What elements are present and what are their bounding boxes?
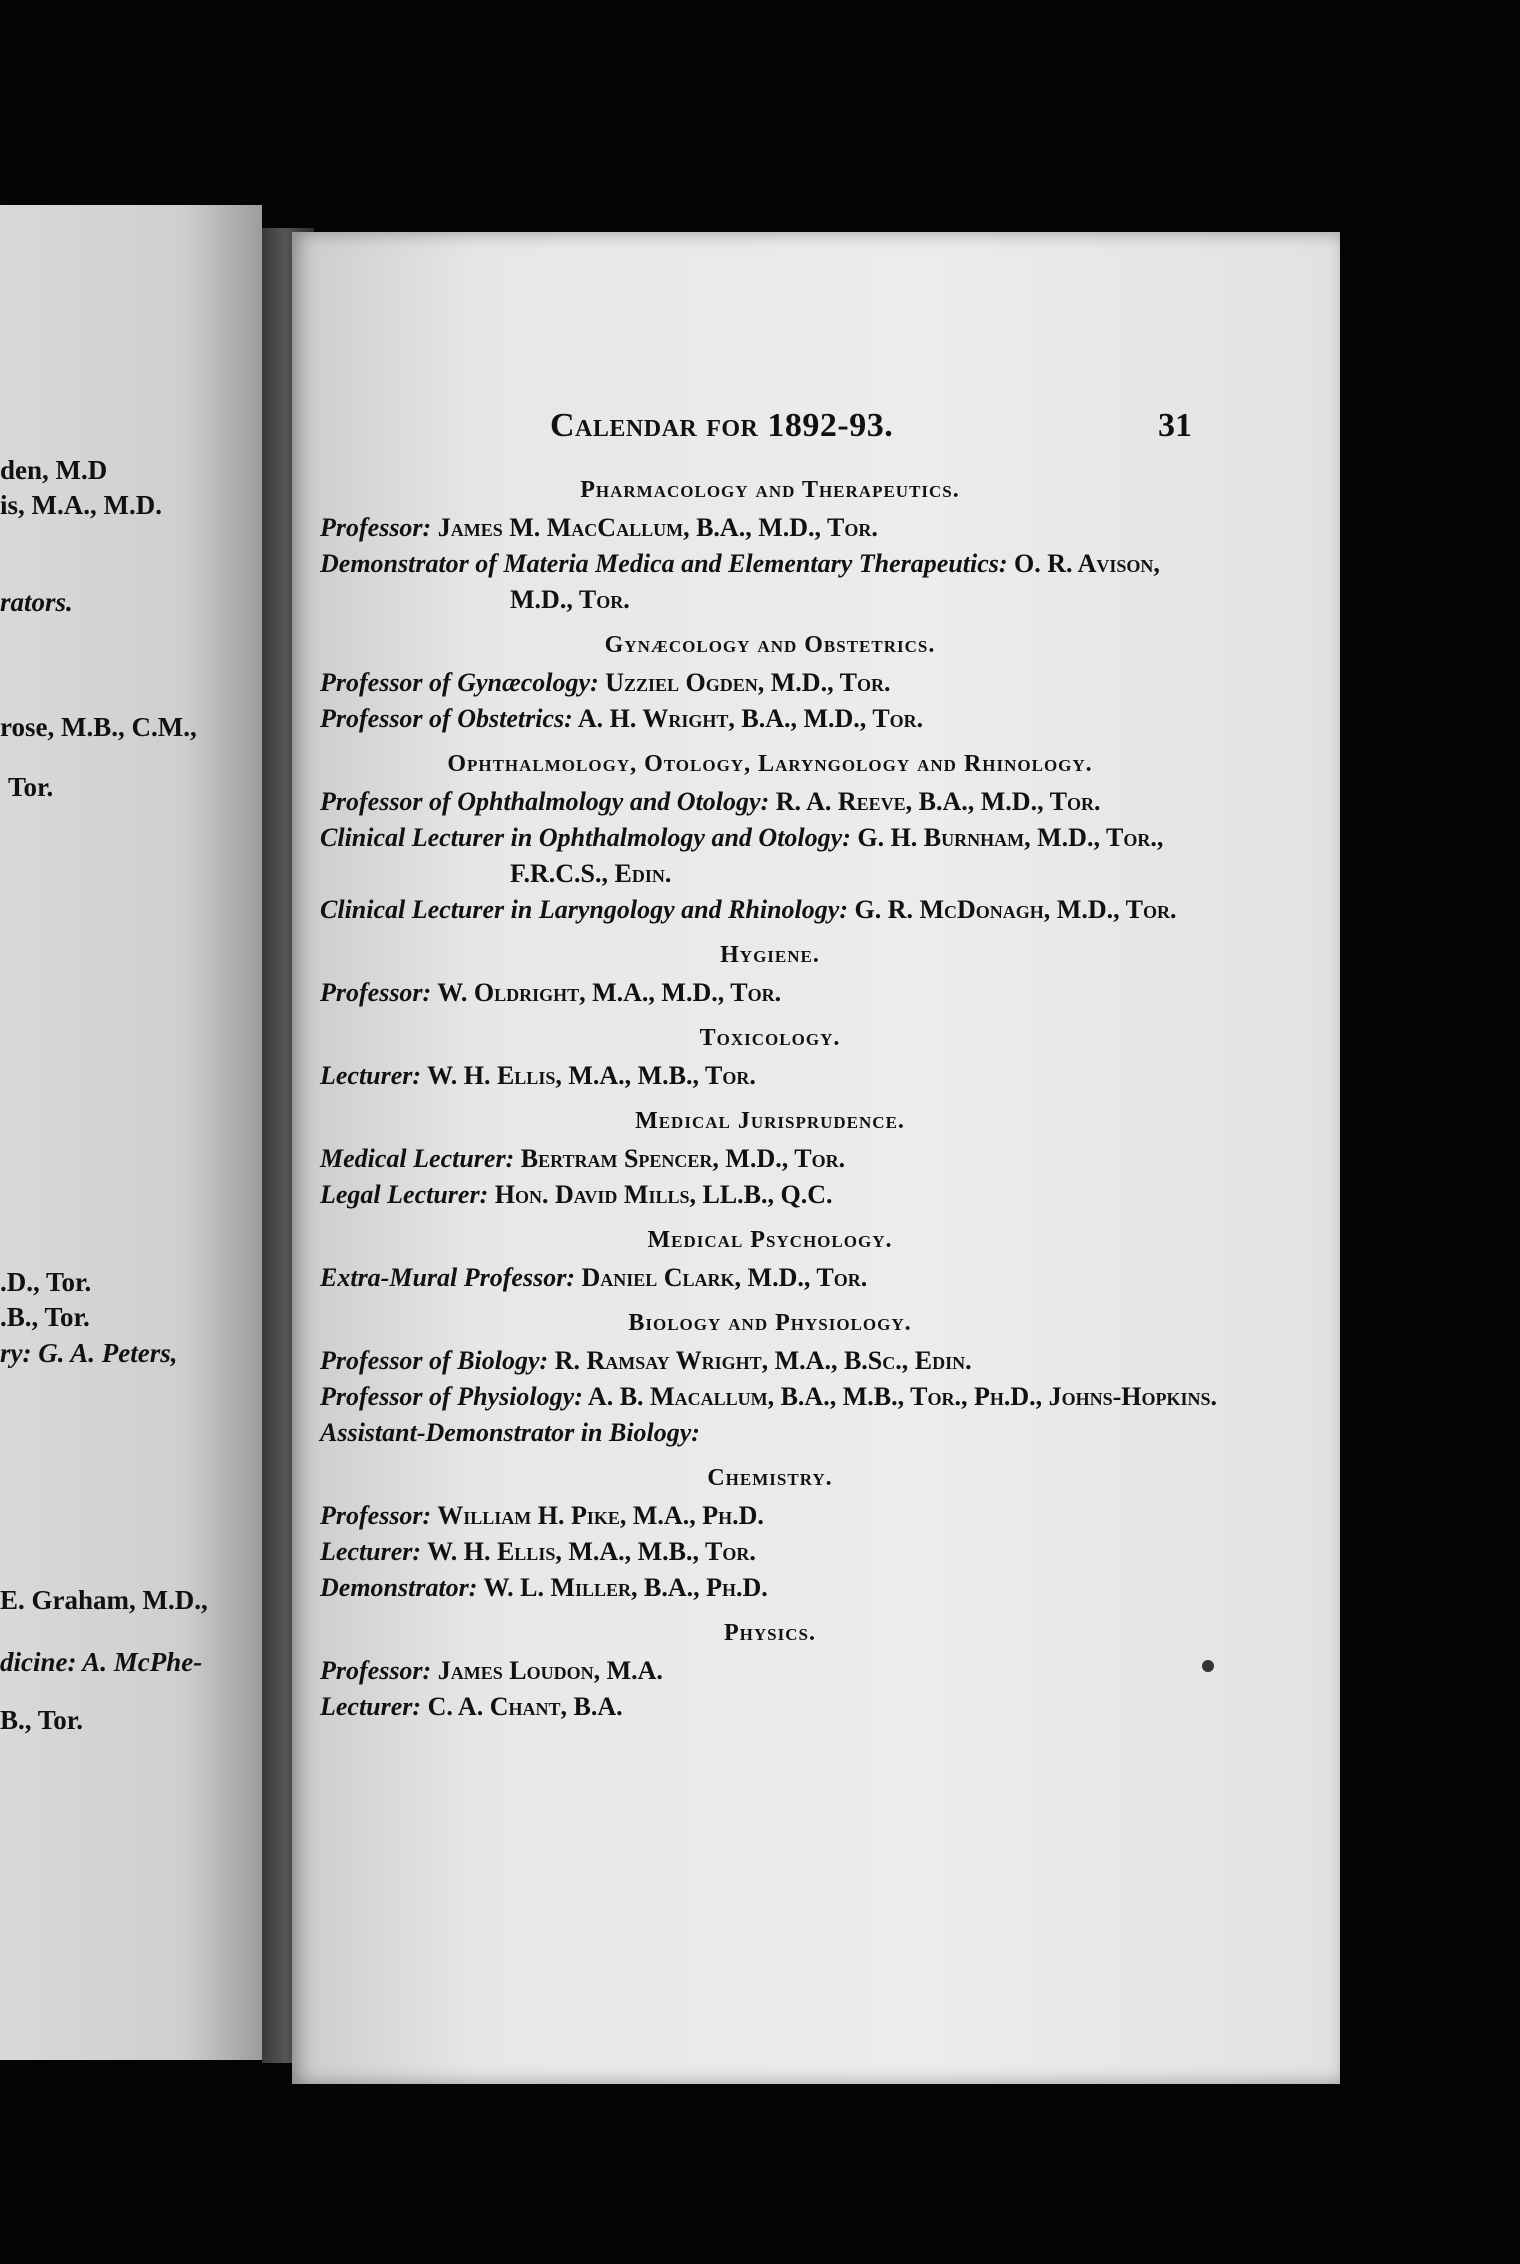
faculty-entry [320, 1498, 1220, 1534]
section-heading: Gynæcology and Obstetrics. [604, 632, 936, 658]
faculty-entry [320, 1534, 1220, 1570]
faculty-role: Lecturer: [320, 1061, 422, 1090]
faculty-name: Daniel Clark, M.D., Tor. [574, 1263, 868, 1292]
faculty-role: Lecturer: [320, 1537, 422, 1566]
faculty-name: G. R. McDonagh, M.D., Tor. [847, 895, 1177, 924]
page-content [320, 407, 1220, 1725]
left-page-fragment: Tor. [8, 772, 54, 802]
faculty-entry [320, 892, 1220, 928]
section-heading: Medical Jurisprudence. [635, 1108, 905, 1134]
faculty-name: W. L. Miller, B.A., Ph.D. [477, 1573, 768, 1602]
faculty-name: A. B. Macallum, B.A., M.B., Tor., Ph.D., Johns-Hopkins. [582, 1382, 1218, 1411]
running-title: Calendar for 1892-93. [550, 407, 894, 444]
section-heading: Physics. [724, 1620, 816, 1646]
left-page-fragment: dicine: A. McPhe- [0, 1647, 203, 1677]
left-page-fragment: rators. [0, 587, 73, 617]
section-heading: Biology and Physiology. [628, 1310, 912, 1336]
left-page-fragment: den, M.D [0, 455, 108, 485]
faculty-sections [320, 477, 1220, 1725]
faculty-name: W. H. Ellis, M.A., M.B., Tor. [421, 1537, 756, 1566]
faculty-name: Hon. David Mills, LL.B., Q.C. [488, 1180, 833, 1209]
faculty-name: R. A. Reeve, B.A., M.D., Tor. [769, 787, 1101, 816]
faculty-entry [320, 510, 1220, 546]
faculty-name: A. H. Wright, B.A., M.D., Tor. [572, 704, 924, 733]
left-page-fragment: is, M.A., M.D. [0, 490, 162, 520]
running-head [320, 407, 1220, 459]
section-heading: Hygiene. [720, 942, 820, 968]
faculty-role: Professor of Biology: [320, 1346, 549, 1375]
faculty-role: Professor: [320, 1501, 432, 1530]
faculty-entry [320, 1379, 1220, 1415]
left-page-fragment: .D., Tor. [0, 1267, 92, 1297]
faculty-role: Clinical Lecturer in Ophthalmology and Otology: [320, 823, 851, 852]
faculty-entry [320, 665, 1220, 701]
left-page-fragment: B., Tor. [0, 1705, 84, 1735]
page-number: 31 [1158, 407, 1192, 444]
section-heading: Chemistry. [707, 1465, 833, 1491]
faculty-role: Demonstrator of Materia Medica and Elementary Therapeutics: [320, 549, 1008, 578]
faculty-role: Clinical Lecturer in Laryngology and Rhinology: [320, 895, 848, 924]
faculty-name: William H. Pike, M.A., Ph.D. [431, 1501, 764, 1530]
faculty-role: Assistant-Demonstrator in Biology: [320, 1418, 700, 1447]
faculty-name: C. A. Chant, B.A. [421, 1692, 623, 1721]
left-facing-page [0, 205, 262, 2060]
faculty-entry [320, 1689, 1220, 1725]
faculty-role: Demonstrator: [320, 1573, 478, 1602]
ink-spot [1202, 1660, 1214, 1672]
faculty-entry [320, 1653, 1220, 1689]
section-heading: Toxicology. [699, 1025, 841, 1051]
left-page-fragment: .B., Tor. [0, 1302, 90, 1332]
left-page-fragment: E. Graham, M.D., [0, 1585, 208, 1615]
faculty-role: Professor: [320, 978, 432, 1007]
faculty-entry [320, 1570, 1220, 1606]
faculty-role: Professor of Obstetrics: [320, 704, 573, 733]
faculty-role: Professor: [320, 513, 432, 542]
faculty-entry [320, 546, 1220, 618]
faculty-entry [320, 1177, 1220, 1213]
faculty-name: Bertram Spencer, M.D., Tor. [514, 1144, 846, 1173]
faculty-role: Medical Lecturer: [320, 1144, 515, 1173]
section-heading: Pharmacology and Therapeutics. [580, 477, 960, 503]
faculty-role: Professor of Physiology: [320, 1382, 583, 1411]
faculty-role: Extra-Mural Professor: [320, 1263, 575, 1292]
left-page-fragment: ry: G. A. Peters, [0, 1338, 178, 1368]
faculty-role: Legal Lecturer: [320, 1180, 489, 1209]
faculty-name: James Loudon, M.A. [431, 1656, 663, 1685]
faculty-entry [320, 784, 1220, 820]
faculty-name: G. H. Burnham, M.D., Tor., F.R.C.S., Edin. [510, 823, 1164, 888]
faculty-role: Lecturer: [320, 1692, 422, 1721]
faculty-entry [320, 1343, 1220, 1379]
faculty-entry [320, 1141, 1220, 1177]
faculty-name: W. H. Ellis, M.A., M.B., Tor. [421, 1061, 756, 1090]
faculty-entry [320, 975, 1220, 1011]
faculty-role: Professor: [320, 1656, 432, 1685]
faculty-name: R. Ramsay Wright, M.A., B.Sc., Edin. [548, 1346, 972, 1375]
faculty-entry [320, 1260, 1220, 1296]
faculty-role: Professor of Gynæcology: [320, 668, 599, 697]
section-heading: Ophthalmology, Otology, Laryngology and Rhinology. [447, 751, 1093, 777]
right-page [292, 232, 1340, 2084]
faculty-role: Professor of Ophthalmology and Otology: [320, 787, 770, 816]
faculty-entry [320, 820, 1220, 892]
section-heading: Medical Psychology. [647, 1227, 893, 1253]
faculty-entry [320, 1415, 1220, 1451]
faculty-name: James M. MacCallum, B.A., M.D., Tor. [431, 513, 878, 542]
faculty-entry [320, 701, 1220, 737]
faculty-name: W. Oldright, M.A., M.D., Tor. [431, 978, 782, 1007]
left-page-fragment: rose, M.B., C.M., [0, 712, 197, 742]
faculty-entry [320, 1058, 1220, 1094]
faculty-name: Uzziel Ogden, M.D., Tor. [598, 668, 891, 697]
faculty-name: O. R. Avison, M.D., Tor. [510, 549, 1160, 614]
